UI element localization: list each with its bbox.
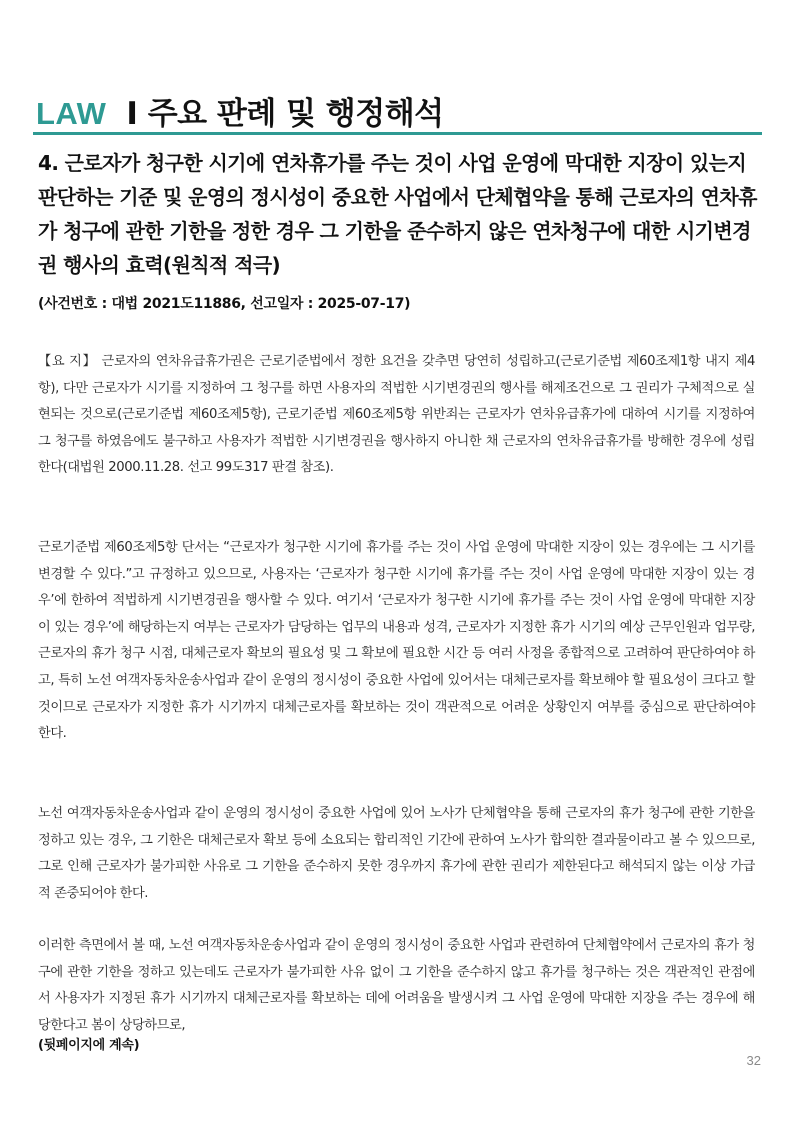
body-paragraph: 근로기준법 제60조제5항 단서는 “근로자가 청구한 시기에 휴가를 주는 것이 사업 운영에 막대한 지장이 있는 경우에는 그 시기를 변경할 수 있다.”고 규정하고 있으므로, 사용자는 ‘근로자가 청구한 시기에 휴가를 주는 것이 사업 운영에 막대한 지장이 있는 경우’에 한하여 적법하게 시기변경권을 행사할 수 있다. 여기서 ‘근로자가 청구한 시기에 휴가를 주는 것이 사업 운영에 막대한 지장이 있는 경우’에 해당하는지 여부는 근로자가 담당하는 업무의 내용과 성격, 근로자가 지정한 휴가 시기의 예상 근무인원과 업무량, 근로자의 휴가 청구 시점, 대체근로자 확보의 필요성 및 그 확보에 필요한 시간 등 여러 사정을 종합적으로 고려하여 판단하여야 하고, 특히 노선 여객자동차운송사업과 같이 운영의 정시성이 중요한 사업에 있어서는 대체근로자를 확보해야 할 필요성이 크다고 할 것이므로 근로자가 지정한 휴가 시기까지 대체근로자를 확보하는 것이 객관적으로 어려운 상황인지 여부를 중심으로 판단하여야 한다. xyxy=(38,540,755,742)
case-reference: (사건번호 : 대법 2021도11886, 선고일자 : 2025-07-17) xyxy=(38,296,411,312)
body-paragraph: 노선 여객자동차운송사업과 같이 운영의 정시성이 중요한 사업에 있어 노사가 단체협약을 통해 근로자의 휴가 청구에 관한 기한을 정하고 있는 경우, 그 기한은 대체근로자 확보 등에 소요되는 합리적인 기간에 관하여 노사가 합의한 결과물이라고 볼 수 있으므로, 그로 인해 근로자가 불가피한 사유로 그 기한을 준수하지 못한 경우까지 휴가에 관한 권리가 제한된다고 해석되지 않는 이상 가급적 존중되어야 한다. xyxy=(38,806,755,901)
summary-paragraph: 【요 지】 근로자의 연차유급휴가권은 근로기준법에서 정한 요건을 갖추면 당연히 성립하고(근로기준법 제60조제1항 내지 제4항), 다만 근로자가 시기를 지정하여 그 청구를 하면 사용자의 적법한 시기변경권의 행사를 해제조건으로 그 권리가 구체적으로 실현되는 것으로(근로기준법 제60조제5항), 근로기준법 제60조제5항 위반죄는 근로자가 연차유급휴가에 대하여 시기를 지정하여 그 청구를 하였음에도 불구하고 사용자가 적법한 시기변경권을 행사하지 아니한 채 근로자의 연차유급휴가를 방해한 경우에 성립한다(대법원 2000.11.28. 선고 99도317 판결 참조). xyxy=(38,354,755,476)
case-title: 4. 근로자가 청구한 시기에 연차휴가를 주는 것이 사업 운영에 막대한 지장이 있는지 판단하는 기준 및 운영의 정시성이 중요한 사업에서 단체협약을 통해 근로자의 연차휴가 청구에 관한 기한을 정한 경우 그 기한을 준수하지 않은 연차청구에 대한 시기변경권 행사의 효력(원칙적 적극) xyxy=(38,151,757,277)
page-title: I 주요 판례 및 행정해석 xyxy=(126,96,444,132)
header-divider xyxy=(33,132,762,135)
continue-note: (뒷페이지에 계속) xyxy=(38,1038,140,1053)
page-header xyxy=(36,84,763,134)
body-paragraph: 이러한 측면에서 볼 때, 노선 여객자동차운송사업과 같이 운영의 정시성이 중요한 사업과 관련하여 단체협약에서 근로자의 휴가 청구에 관한 기한을 정하고 있는데도 근로자가 불가피한 사유 없이 그 기한을 준수하지 않고 휴가를 청구하는 것은 객관적인 관점에서 사용자가 지정된 휴가 시기까지 대체근로자를 확보하는 데에 어려움을 발생시켜 그 사업 운영에 막대한 지장을 주는 경우에 해당한다고 봄이 상당하므로, xyxy=(38,938,755,1033)
page-number: 32 xyxy=(746,1053,761,1068)
section-label: LAW xyxy=(36,96,107,131)
